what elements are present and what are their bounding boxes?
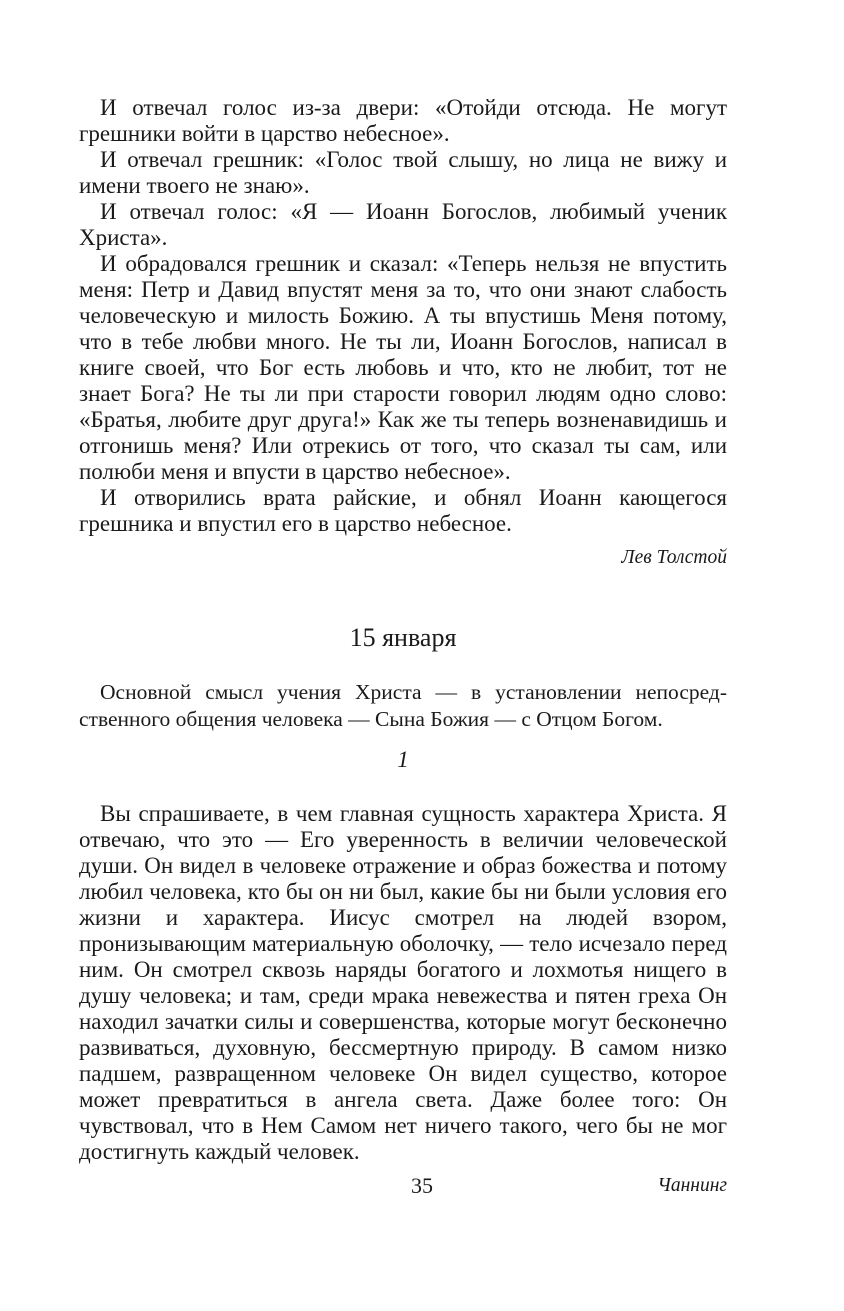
author-attribution: Лев Толстой: [621, 547, 727, 568]
epigraph: Основной смысл учения Христа — в установлении непосредственного общения человека — Сына Божия — с Отцом Богом.: [79, 680, 727, 731]
paragraph: И отвечал голос: «Я — Иоанн Богослов, любимый ученик Христа».: [79, 199, 727, 250]
section-january-15: [79, 621, 727, 1199]
paragraph: И отвечал грешник: «Голос твой слышу, но лица не вижу и имени твоего не знаю».: [79, 147, 727, 198]
paragraph: И отвечал голос из-за двери: «Отойди отсюда. Не могут грешники войти в царство небесное».: [79, 95, 727, 146]
author-attribution: Чаннинг: [657, 1175, 727, 1196]
paragraph: И обрадовался грешник и сказал: «Теперь нельзя не впустить меня: Петр и Давид впустят меня за то, что они знают слабость человеческую и милость Божию. А ты впустишь Меня потому, что в тебе любви много. Не ты ли, Иоанн Богослов, написал в книге своей, что Бог есть любовь и что, кто не любит, тот не знает Бога? Не ты ли при старости говорил людям одно слово: «Братья, любите друг друга!» Как же ты теперь возненавидишь и отгонишь меня? Или отрекись от того, что сказал ты сам, или полюби меня и впусти в царство небесное».: [79, 251, 727, 484]
paragraph: И отворились врата райские, и обнял Иоанн кающегося грешника и впустил его в царство небесное.: [79, 485, 727, 536]
paragraph: Вы спрашиваете, в чем главная сущность характера Христа. Я отвечаю, что это — Его уверенность в величии человеческой души. Он видел в человеке отражение и образ божества и потому любил человека, кто бы он ни был, какие бы ни были условия его жизни и характера. Иисус смотрел на людей взором, пронизывающим материальную оболочку, — тело исчезало перед ним. Он смотрел сквозь наряды богатого и лохмотья нищего в душу человека; и там, среди мрака невежества и пятен греха Он находил зачатки силы и совершенства, которые могут бесконечно развиваться, духовную, бессмертную природу. В самом низко падшем, развращенном человеке Он видел существо, которое может превратиться в ангела света. Даже более того: Он чувствовал, что в Нем Самом нет ничего такого, чего бы не мог достигнуть каждый человек.: [79, 801, 727, 1164]
page-body: [79, 95, 727, 1199]
section-number: 1: [397, 747, 409, 772]
date-heading: 15 января: [349, 623, 457, 652]
page-number: 35: [411, 1173, 433, 1198]
section-tolstoy: [79, 95, 727, 571]
